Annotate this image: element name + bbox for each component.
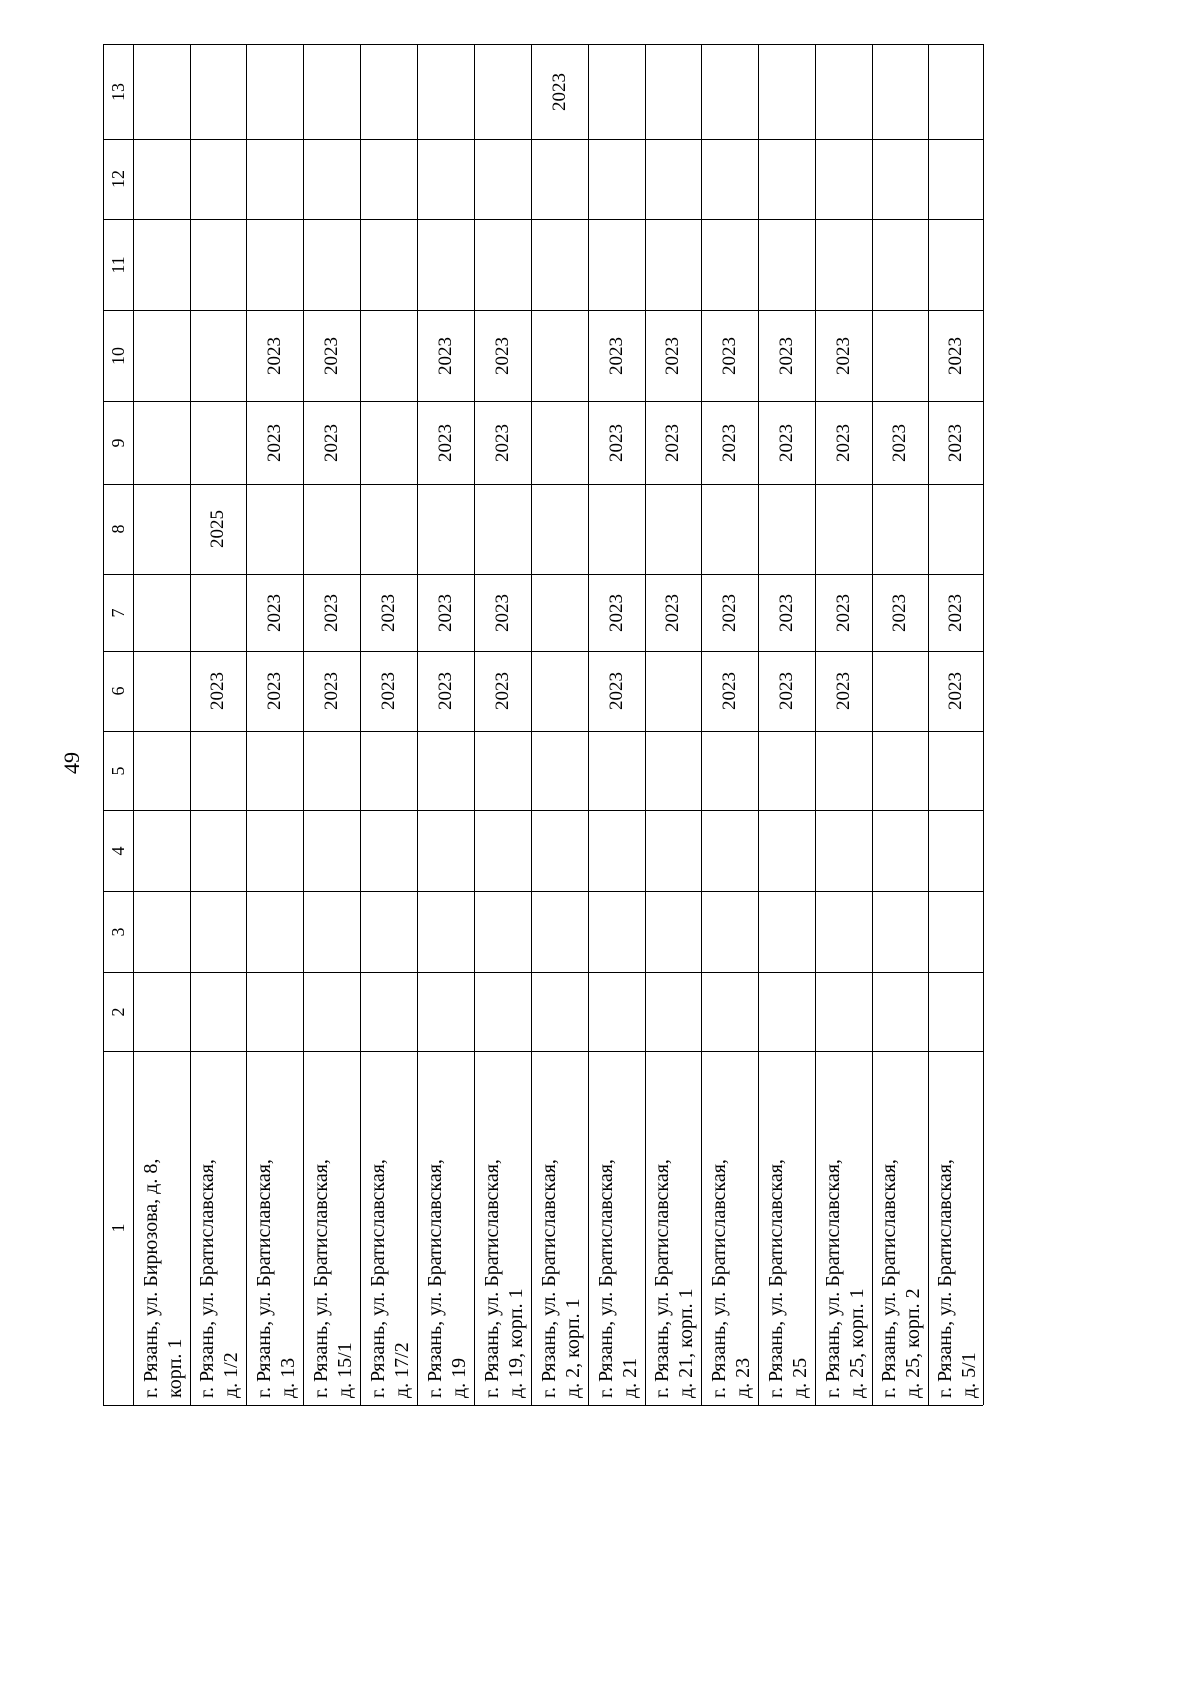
year-cell: 2023: [718, 593, 740, 632]
table-border-vertical: [417, 44, 418, 1405]
column-header: 1: [108, 1223, 128, 1233]
table-border-horizontal: [103, 891, 983, 892]
table-border-vertical: [103, 44, 104, 1405]
year-cell: 2025: [207, 510, 228, 548]
year-cell: 2023: [263, 672, 285, 710]
year-cell: 2023: [775, 593, 797, 632]
year-cell: 2023: [889, 593, 910, 632]
year-cell: 2023: [944, 593, 966, 632]
year-cell: 2023: [944, 336, 966, 375]
table-border-vertical: [701, 44, 702, 1405]
year-cell: 2023: [320, 336, 342, 375]
address-cell: г. Рязань, ул. Братиславская, д. 19, корп. 1: [480, 1159, 527, 1398]
column-header: 11: [108, 255, 128, 274]
year-cell: 2023: [775, 423, 797, 462]
year-cell: 2023: [832, 672, 854, 710]
address-cell: г. Рязань, ул. Братиславская, д. 23: [707, 1159, 754, 1398]
column-header: 12: [108, 170, 128, 188]
year-cell: 2023: [775, 672, 797, 710]
year-cell: 2023: [832, 593, 854, 632]
column-header: 10: [108, 346, 128, 365]
table-border-horizontal: [103, 139, 983, 140]
column-header: 3: [108, 927, 128, 936]
table-border-vertical: [190, 44, 191, 1405]
year-cell: 2023: [944, 672, 966, 710]
year-cell: 2023: [832, 423, 854, 462]
address-cell: г. Рязань, ул. Братиславская, д. 15/1: [309, 1159, 356, 1398]
column-header: 8: [108, 524, 128, 534]
table-border-horizontal: [103, 1051, 983, 1052]
year-cell: 2023: [718, 423, 740, 462]
table-border-horizontal: [103, 810, 983, 811]
address-cell: г. Рязань, ул. Бирюзова, д. 8, корп. 1: [139, 1158, 186, 1398]
year-cell: 2023: [491, 672, 513, 710]
column-header: 4: [108, 846, 128, 855]
year-cell: 2023: [718, 336, 740, 375]
table-border-vertical: [588, 44, 589, 1405]
column-header: 7: [108, 608, 128, 617]
year-cell: 2023: [434, 423, 456, 462]
table-border-vertical: [474, 44, 475, 1405]
table-border-vertical: [983, 44, 984, 1405]
address-cell: г. Рязань, ул. Братиславская, д. 19: [423, 1159, 470, 1398]
table-border-vertical: [928, 44, 929, 1405]
table-border-horizontal: [103, 972, 983, 973]
year-cell: 2023: [605, 423, 627, 462]
year-cell: 2023: [377, 593, 399, 632]
year-cell: 2023: [775, 336, 797, 375]
table-border-vertical: [246, 44, 247, 1405]
year-cell: 2023: [491, 423, 513, 462]
column-header: 5: [108, 766, 128, 775]
year-cell: 2023: [377, 672, 399, 710]
column-header: 9: [108, 438, 128, 447]
table-border-vertical: [360, 44, 361, 1405]
column-header: 6: [108, 686, 128, 696]
table-border-vertical: [133, 44, 134, 1405]
year-cell: 2023: [263, 423, 285, 462]
year-cell: 2023: [662, 336, 683, 375]
table-border-horizontal: [103, 219, 983, 220]
column-header: 2: [108, 1007, 128, 1016]
table-border-vertical: [645, 44, 646, 1405]
table-border-vertical: [872, 44, 873, 1405]
year-cell: 2023: [207, 672, 228, 710]
address-cell: г. Рязань, ул. Братиславская, д. 25: [764, 1159, 811, 1398]
address-cell: г. Рязань, ул. Братиславская, д. 21: [594, 1159, 641, 1398]
table-border-horizontal: [103, 731, 983, 732]
year-cell: 2023: [320, 672, 342, 710]
table-border-horizontal: [103, 310, 983, 311]
year-cell: 2023: [491, 593, 513, 632]
year-cell: 2023: [605, 336, 627, 375]
table-border-horizontal: [103, 484, 983, 485]
year-cell: 2023: [605, 672, 627, 710]
address-cell: г. Рязань, ул. Братиславская, д. 5/1: [933, 1159, 980, 1398]
year-cell: 2023: [889, 423, 910, 462]
year-cell: 2023: [605, 593, 627, 632]
year-cell: 2023: [491, 336, 513, 375]
table-border-vertical: [758, 44, 759, 1405]
year-cell: 2023: [263, 593, 285, 632]
table-border-vertical: [531, 44, 532, 1405]
address-cell: г. Рязань, ул. Братиславская, д. 2, корп. 1: [537, 1159, 584, 1398]
year-cell: 2023: [263, 336, 285, 375]
page-number: 49: [59, 752, 84, 774]
year-cell: 2023: [434, 672, 456, 710]
year-cell: 2023: [320, 423, 342, 462]
column-header: 13: [108, 82, 128, 101]
table-border-horizontal: [103, 401, 983, 402]
address-cell: г. Рязань, ул. Братиславская, д. 21, корп. 1: [651, 1159, 697, 1398]
address-cell: г. Рязань, ул. Братиславская, д. 25, корп. 2: [878, 1159, 924, 1398]
address-cell: г. Рязань, ул. Братиславская, д. 13: [252, 1159, 299, 1398]
year-cell: 2023: [434, 593, 456, 632]
table-border-horizontal: [103, 44, 983, 45]
table-border-horizontal: [103, 574, 983, 575]
table-border-vertical: [303, 44, 304, 1405]
table-border-horizontal: [103, 651, 983, 652]
year-cell: 2023: [434, 336, 456, 375]
year-cell: 2023: [662, 423, 683, 462]
year-cell: 2023: [320, 593, 342, 632]
year-cell: 2023: [548, 72, 570, 111]
table-border-horizontal: [103, 1405, 983, 1406]
year-cell: 2023: [662, 593, 683, 632]
year-cell: 2023: [944, 423, 966, 462]
table-border-vertical: [815, 44, 816, 1405]
year-cell: 2023: [832, 336, 854, 375]
address-cell: г. Рязань, ул. Братиславская, д. 17/2: [366, 1159, 413, 1398]
address-cell: г. Рязань, ул. Братиславская, д. 1/2: [196, 1159, 242, 1398]
address-cell: г. Рязань, ул. Братиславская, д. 25, корп. 1: [821, 1159, 868, 1398]
year-cell: 2023: [718, 672, 740, 710]
